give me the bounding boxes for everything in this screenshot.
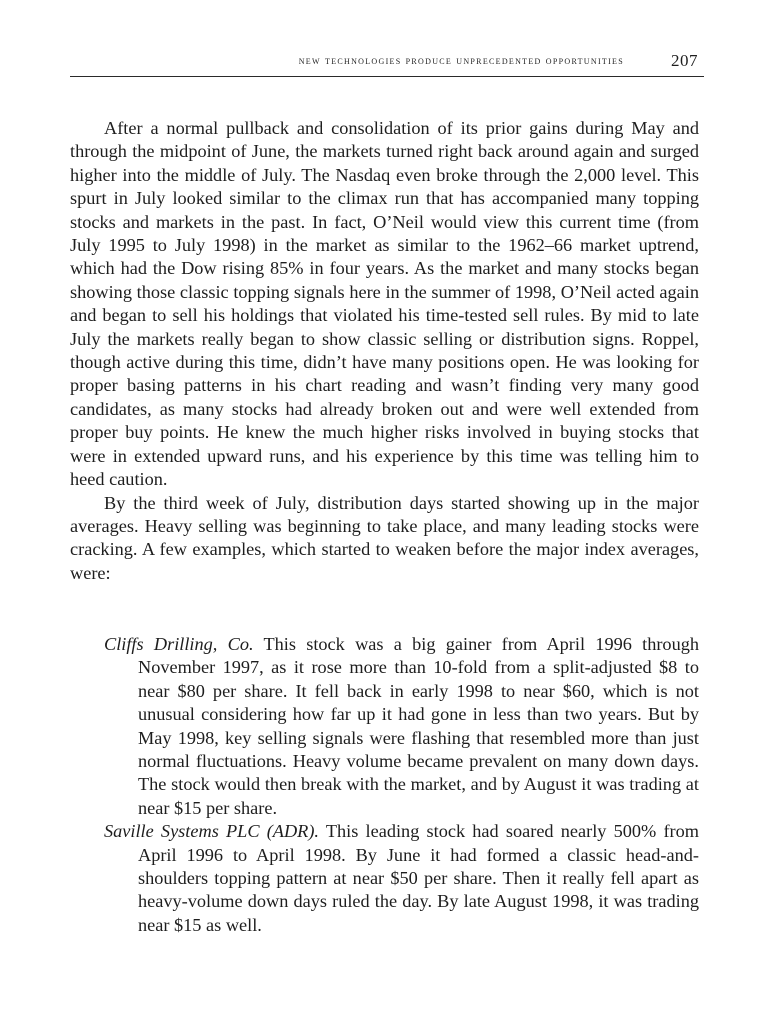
stock-example — [70, 820, 699, 937]
running-head — [70, 50, 704, 77]
stock-example-name: Saville Systems PLC (ADR). — [104, 821, 319, 842]
running-head-title: new technologies produce unprecedented opportunities — [298, 55, 624, 67]
paragraph: After a normal pullback and consolidation of its prior gains during May and through the midpoint of June, the markets turned right back around again and surged higher into the middle of July. The Nasdaq even broke through the 2,000 level. This spurt in July looked similar to the climax run that has accompanied many topping stocks and markets in the past. In fact, O’Neil would view this current time (from July 1995 to July 1998) in the market as similar to the 1962–66 market uptrend, which had the Dow rising 85% in four years. As the market and many stocks began showing those classic topping signals here in the summer of 1998, O’Neil acted again and began to sell his holdings that violated his time-tested sell rules. By mid to late July the markets really began to show classic selling or distribution signs. Roppel, though active during this time, didn’t have many positions open. He was looking for proper basing patterns in his chart reading and wasn’t finding very many good candidates, as many stocks had already broken out and were well extended from proper buy points. He knew the much higher risks involved in buying stocks that were in extended upward runs, and his experience by this time was telling him to heed caution. — [70, 118, 699, 490]
stock-example-text: This stock was a big gainer from April 1996 through November 1997, as it rose more than 10-fold from a split-adjusted $8 to near $80 per share. It fell back in early 1998 to near $60, which is not unusual considering how far up it had gone in less than two years. But by May 1998, key selling signals were flashing that resembled more than just normal fluctuations. Heavy volume became prevalent on many down days. The stock would then break with the market, and by August it was trading at near $15 per share. — [138, 634, 699, 818]
stock-example — [70, 633, 699, 820]
body-text — [70, 117, 699, 585]
stock-examples-list — [70, 633, 699, 937]
paragraph: By the third week of July, distribution days started showing up in the major averages. Heavy selling was beginning to take place, and many leading stocks were cracking. A few examples, which started to weaken before the major index averages, were: — [70, 492, 699, 583]
page-number: 207 — [671, 51, 698, 70]
stock-example-name: Cliffs Drilling, Co. — [104, 634, 254, 654]
stock-example-text: This leading stock had soared nearly 500% from April 1996 to April 1998. By June it had formed a classic head-and-shoulders topping pattern at near $50 per share. Then it really fell apart as heavy-volume down days ruled the day. By late August 1998, it was trading near $15 as well. — [138, 821, 699, 935]
